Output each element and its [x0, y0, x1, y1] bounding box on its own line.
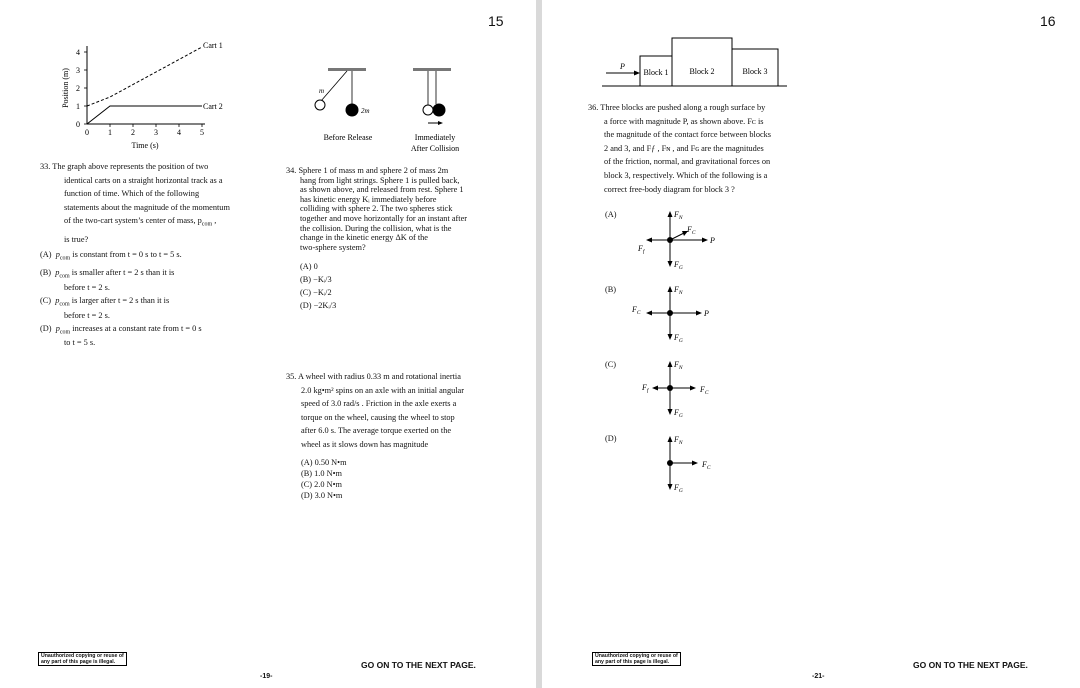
q34-line: as shown above, and released from rest. Sphere 1 [300, 185, 464, 195]
q34-line: the collision. During the collision, what is the [300, 223, 452, 233]
q36-line: the magnitude of the contact force between blocks [604, 130, 772, 140]
q33-line: statements about the magnitude of the momentum [64, 202, 230, 212]
q33-line: 33. The graph above represents the position of two [40, 162, 209, 171]
q34-option-b[interactable]: (B) −Kᵢ/3 [300, 275, 332, 285]
page-number: 15 [488, 13, 504, 29]
fbd-option-a[interactable]: (A) [605, 210, 617, 219]
svg-text:FG: $F_G$ [674, 333, 683, 344]
after-collision-label-2: After Collision [410, 144, 460, 153]
q35-option-c[interactable]: (C) 2.0 N•m [301, 479, 342, 489]
svg-text:FC: $F_C$ [702, 460, 711, 471]
q34-line: hang from light strings. Sphere 1 is pulled back, [300, 175, 460, 185]
go-on-notice: GO ON TO THE NEXT PAGE. [913, 660, 1028, 670]
svg-text:FN: $F_N$ [674, 435, 683, 446]
q34-option-c[interactable]: (C) −Kᵢ/2 [300, 288, 332, 298]
block3-label: Block 3 [742, 67, 768, 76]
q35-option-b[interactable]: (B) 1.0 N•m [301, 468, 342, 478]
q35-options [286, 457, 464, 501]
fbd-a [632, 205, 742, 275]
svg-text:Ff: $F_f$ [638, 244, 645, 255]
q34-line: colliding with sphere 2. The two spheres stick [300, 204, 453, 214]
q35-option-d[interactable]: (D) 3.0 N•m [301, 490, 343, 500]
q36-line: 2 and 3, and Fƒ , Fɴ , and Fɢ are the magnitudes [604, 143, 764, 153]
q33-line: of the two-cart system’s center of mass, $p_{com}$ , [64, 216, 217, 229]
sphere1-mass-label: m [319, 87, 325, 95]
q34-options [286, 260, 467, 312]
svg-text:FG: $F_G$ [674, 260, 683, 271]
q33-options: (A) $p_{com}$ is constant from t = 0 s to t = 5 s. (B) $p_{com}$ is smaller after t = 2 s than it is before t = 2 s. (C) $p_{com}$ is larger after t = 2 s than it is before t = 2 s. (D) $p_{com}$ increases at a constant rate from t = 0 s to t = 5 s. [40, 250, 230, 348]
x-tick-4: 4 [177, 128, 181, 137]
fbd-b [632, 280, 742, 350]
cart1-line [87, 47, 202, 106]
y-axis-label: Position (m) [61, 68, 70, 108]
q36-line: 36. Three blocks are pushed along a rough surface by [588, 103, 766, 112]
q36-line: correct free-body diagram for block 3 ? [604, 184, 735, 194]
left-page [0, 0, 536, 688]
sphere2-mass-label: 2m [361, 107, 370, 115]
fbd-option-d[interactable]: (D) [605, 434, 617, 443]
svg-text:FN: $F_N$ [674, 360, 683, 371]
q36 [588, 101, 771, 196]
y-tick-4: 4 [76, 48, 80, 57]
q35-option-a[interactable]: (A) 0.50 N•m [301, 457, 347, 467]
q35-line: wheel as it slows down has magnitude [301, 439, 429, 449]
q33-option-c[interactable]: (C) $p_{com}$ is larger after t = 2 s than it is [40, 296, 170, 308]
x-tick-0: 0 [85, 128, 89, 137]
fbd-option-c[interactable]: (C) [605, 360, 617, 369]
q33-line: function of time. Which of the following [64, 189, 200, 199]
x-tick-1: 1 [108, 128, 112, 137]
y-tick-1: 1 [76, 102, 80, 111]
copyright-notice: Unauthorized copying or reuse of any part of this page is illegal. [592, 652, 681, 666]
page-folio: -21- [812, 673, 825, 680]
cart1-label: Cart 1 [203, 41, 223, 50]
y-tick-3: 3 [76, 66, 80, 75]
cart2-label: Cart 2 [203, 102, 223, 111]
q34-line: change in the kinetic energy ΔK of the [300, 233, 428, 243]
q33-option-b[interactable]: (B) $p_{com}$ is smaller after t = 2 s than it is [40, 268, 175, 281]
y-tick-0: 0 [76, 120, 80, 129]
q35-line: 35. A wheel with radius 0.33 m and rotational inertia [286, 372, 461, 381]
page-number: 16 [1040, 13, 1056, 29]
q35-line: speed of 3.0 rad/s . Friction in the axle exerts a [301, 399, 457, 409]
x-tick-2: 2 [131, 128, 135, 137]
q34-option-a[interactable]: (A) 0 [300, 262, 318, 272]
svg-text:FG: $F_G$ [674, 483, 683, 494]
svg-text:FG: $F_G$ [674, 408, 683, 419]
q33-option-a[interactable]: (A) $p_{com}$ is constant from t = 0 s to t = 5 s. [40, 250, 182, 262]
page-folio: -19- [260, 673, 273, 680]
x-tick-5: 5 [200, 128, 204, 137]
q34-option-d[interactable]: (D) −2Kᵢ/3 [300, 301, 337, 311]
fbd-c [632, 355, 742, 425]
svg-text:Ff: $F_f$ [642, 383, 649, 394]
q33-line: is true? [64, 234, 89, 244]
svg-text:FC: $F_C$ [687, 225, 696, 236]
q35-line: 2.0 kg•m² spins on an axle with an initial angular [301, 385, 465, 395]
q34-line: two-sphere system? [300, 242, 366, 252]
block1-label: Block 1 [643, 68, 669, 77]
q36-line: block 3, respectively. Which of the following is a [604, 170, 768, 180]
block2-label: Block 2 [689, 67, 715, 76]
q34 [286, 166, 467, 312]
svg-text:FC: $F_C$ [700, 385, 709, 396]
x-axis-label: Time (s) [131, 141, 159, 150]
fbd-option-b[interactable]: (B) [605, 285, 617, 294]
q36-line: a force with magnitude P, as shown above. Fᴄ is [604, 116, 764, 126]
before-release-label: Before Release [323, 133, 373, 142]
push-force-label: P [620, 62, 625, 71]
cart2-line [87, 106, 202, 124]
svg-text:FC: $F_C$ [632, 305, 641, 316]
q35-line: after 6.0 s. The average torque exerted on the [301, 426, 452, 436]
position-time-graph [55, 38, 285, 158]
svg-text:P: P [710, 236, 715, 245]
q36-line: of the friction, normal, and gravitational forces on [604, 157, 771, 167]
pendulum-diagram [310, 68, 510, 158]
svg-text:FN: $F_N$ [674, 285, 683, 296]
q33-option-d[interactable]: (D) $p_{com}$ increases at a constant rate from t = 0 s [40, 324, 202, 336]
blocks-diagram [602, 36, 802, 96]
q35-line: torque on the wheel, causing the wheel to stop [301, 412, 455, 422]
q33-line: identical carts on a straight horizontal track as a [64, 175, 223, 185]
y-tick-2: 2 [76, 84, 80, 93]
q34-line: together and move horizontally for an instant after [300, 213, 468, 223]
right-page [542, 0, 1080, 688]
copyright-notice: Unauthorized copying or reuse of any part of this page is illegal. [38, 652, 127, 666]
q34-line: 34. Sphere 1 of mass m and sphere 2 of mass 2m [286, 166, 449, 175]
svg-text:P: P [704, 309, 709, 318]
x-tick-3: 3 [154, 128, 158, 137]
q33 [40, 160, 230, 348]
after-collision-label-1: Immediately [414, 133, 456, 142]
svg-text:FN: $F_N$ [674, 210, 683, 221]
go-on-notice: GO ON TO THE NEXT PAGE. [361, 660, 476, 670]
fbd-d [632, 430, 742, 500]
q34-line: has kinetic energy Kᵢ immediately before [300, 194, 437, 204]
q35 [286, 370, 464, 501]
